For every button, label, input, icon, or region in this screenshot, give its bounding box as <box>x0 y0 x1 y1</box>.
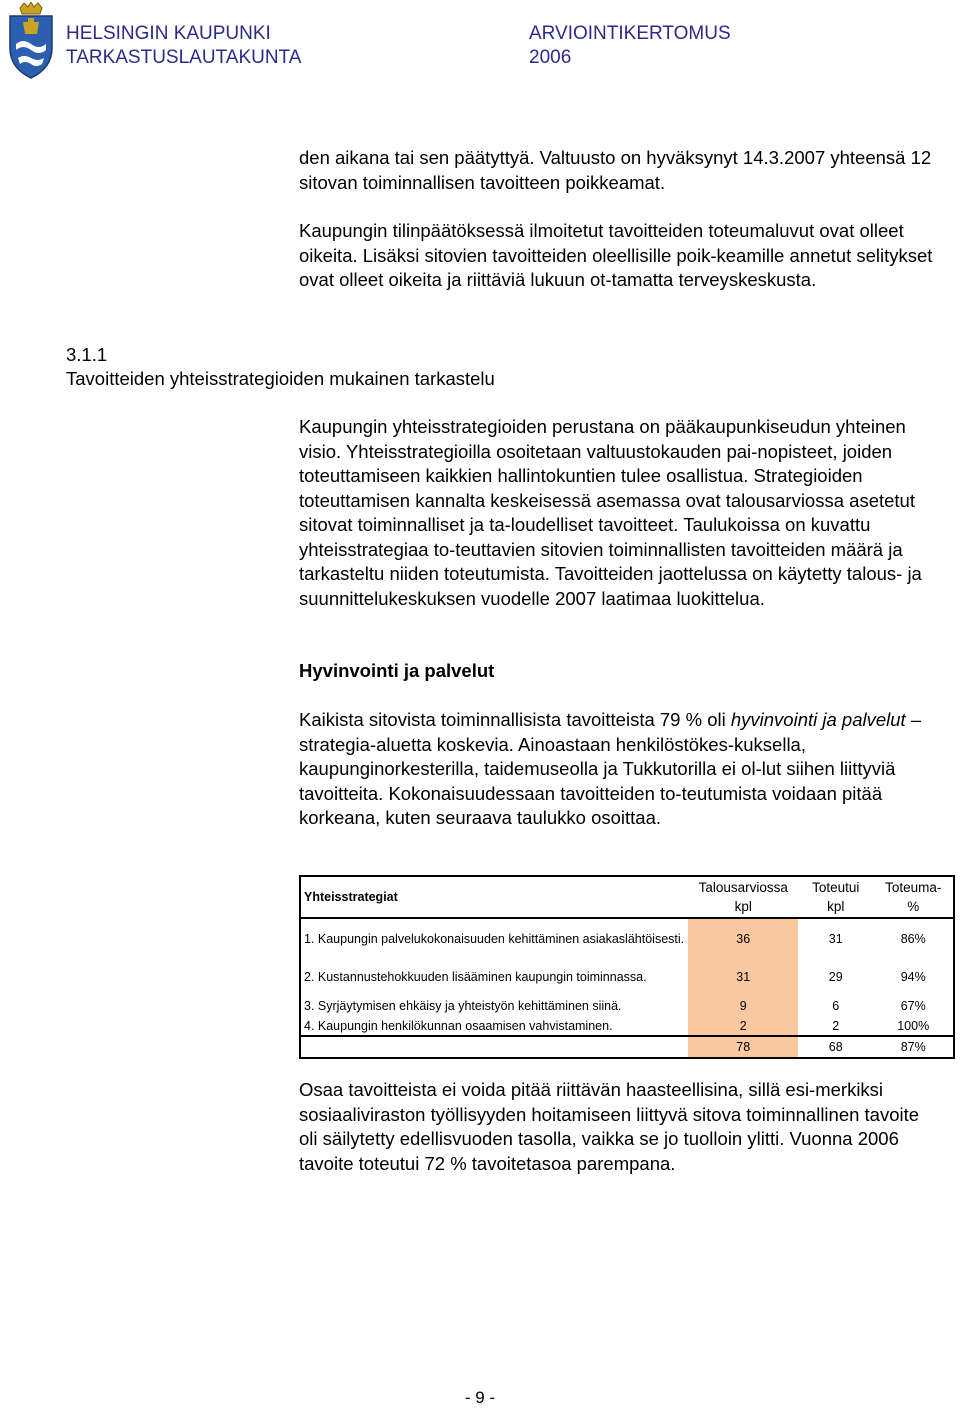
total-percent: 87% <box>873 1036 954 1058</box>
strategy-table <box>299 875 955 1059</box>
page-header <box>0 0 960 84</box>
row-3-name: 3. Syrjäytymisen ehkäisy ja yhteistyön kehittäminen siinä. <box>300 996 688 1016</box>
helsinki-crest-icon <box>6 2 56 82</box>
table-row <box>300 996 954 1016</box>
row-1-name: 1. Kaupungin palvelukokonaisuuden kehittäminen asiakaslähtöisesti. <box>300 918 688 958</box>
organization-name <box>66 22 301 70</box>
paragraph-4-start: Kaikista sitovista toiminnallisista tavoitteista 79 % oli <box>299 709 731 730</box>
paragraph-3: Kaupungin yhteisstrategioiden perustana on pääkaupunkiseudun yhteinen visio. Yhteisstrategioilla osoitetaan valtuustokauden pai-nopisteet, joiden toteuttamiseen kaikkien hallintokuntien tulee osallistua. Strategioiden toteuttamisen kannalta keskeisessä asemassa ovat talousarviossa asetetut sitovat toiminnalliset ja ta-loudelliset tavoitteet. Taulukoissa on kuvattu yhteisstrategiaa to-teuttavien sitovien toiminnallisten tavoitteiden määrä ja tarkasteltu niiden toteutumista. Tavoitteiden jaottelussa on käytetty talous- ja suunnittelukeskuksen vuodelle 2007 laatimaa luokittelua. <box>299 416 922 609</box>
org-line-2: TARKASTUSLAUTAKUNTA <box>66 47 302 68</box>
doc-line-2: 2006 <box>529 47 572 68</box>
row-1-realized: 31 <box>798 918 873 958</box>
header-budget: Talousarviossa kpl <box>688 876 798 918</box>
row-1-budget: 36 <box>688 918 798 958</box>
paragraph-5: Osaa tavoitteista ei voida pitää riittävän haasteellisina, sillä esi-merkiksi sosiaaliviraston työllisyyden hoitamiseen liittyvä sitova toiminnallinen tavoite oli säilytetty edellisvuoden tasolla, vaikka se jo tuolloin ylitti. Vuonna 2006 tavoite toteutui 72 % tavoitetasoa parempana. <box>299 1079 920 1174</box>
table-header-row <box>300 876 954 918</box>
section-title: Tavoitteiden yhteisstrategioiden mukainen tarkastelu <box>66 368 495 389</box>
row-2-budget: 31 <box>688 958 798 996</box>
header-realized: Toteutui kpl <box>798 876 873 918</box>
row-3-realized: 6 <box>832 999 840 1013</box>
table-total-row <box>300 1036 954 1058</box>
paragraph-2: Kaupungin tilinpäätöksessä ilmoitetut tavoitteiden toteumaluvut ovat olleet oikeita. Lisäksi sitovien tavoitteiden oleellisille poik-keamille annetut selitykset ovat olleet oikeita ja riittäviä lukuun ot-tamatta terveyskeskusta. <box>299 220 933 290</box>
row-2-name: 2. Kustannustehokkuuden lisääminen kaupungin toiminnassa. <box>300 958 688 996</box>
total-label-cell <box>300 1036 688 1058</box>
subheading: Hyvinvointi ja palvelut <box>299 660 495 681</box>
header-strategies: Yhteisstrategiat <box>300 876 688 918</box>
paragraph-1: den aikana tai sen päätyttyä. Valtuusto on hyväksynyt 14.3.2007 yhteensä 12 sitovan toiminnallisen tavoitteen poikkeamat. <box>299 147 932 193</box>
paragraph-4 <box>299 708 939 831</box>
total-budget: 78 <box>688 1036 798 1058</box>
row-3-budget: 9 <box>688 996 798 1016</box>
section-number: 3.1.1 <box>66 344 108 365</box>
row-2-percent: 94% <box>873 958 954 996</box>
document-title <box>529 22 731 70</box>
row-3-percent: 67% <box>873 996 954 1016</box>
total-realized: 68 <box>798 1036 873 1058</box>
page-number: - 9 - <box>464 1388 496 1407</box>
org-line-1: HELSINGIN KAUPUNKI <box>66 23 271 44</box>
row-4-budget: 2 <box>688 1016 798 1036</box>
paragraph-4-end: –strategia-aluetta koskevia. Ainoastaan henkilöstökes-kuksella, kaupunginorkesterilla, taidemuseolla ja Tukkutorilla ei ol-lut siihen liittyviä tavoitteita. Kokonaisuudessaan tavoitteiden to-teutumista voidaan pitää korkeana, kuten seuraava taulukko osoittaa. <box>299 709 922 828</box>
row-4-percent: 100% <box>873 1016 954 1036</box>
doc-line-1: ARVIOINTIKERTOMUS <box>529 23 731 44</box>
row-4-name: 4. Kaupungin henkilökunnan osaamisen vahvistaminen. <box>300 1016 688 1036</box>
row-1-percent: 86% <box>873 918 954 958</box>
row-4-realized: 2 <box>798 1016 873 1036</box>
table-row <box>300 918 954 958</box>
row-2-realized: 29 <box>828 970 843 984</box>
header-percent: Toteuma- % <box>873 876 954 918</box>
table-row <box>300 958 954 996</box>
paragraph-4-italic: hyvinvointi ja palvelut <box>730 709 911 730</box>
table-row <box>300 1016 954 1036</box>
